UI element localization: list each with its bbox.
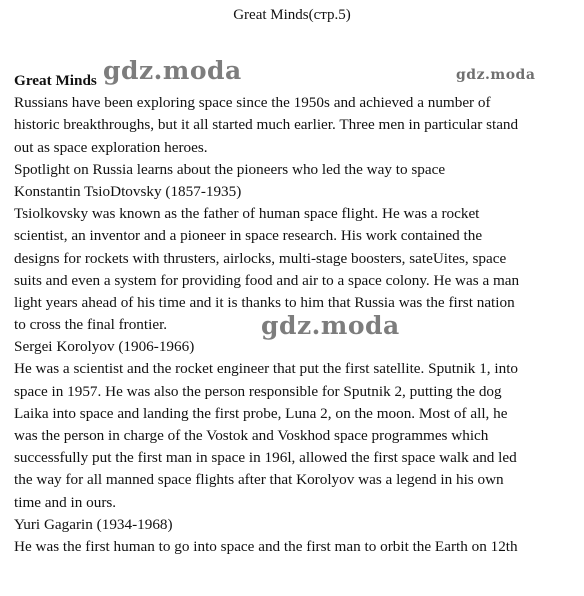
text-line: Tsiolkovsky was known as the father of human space flight. He was a rocket <box>14 205 480 223</box>
article-heading: Great Minds <box>14 72 97 89</box>
subheading-spotlight: Spotlight on Russia learns about the pioneers who led the way to space <box>14 160 446 178</box>
text-line: space in 1957. He was also the person responsible for Sputnik 2, putting the dog <box>14 382 502 400</box>
text-line: the way for all manned space flights after that Korolyov was a legend in his own <box>14 471 504 489</box>
text-line: He was the first human to go into space and the first man to orbit the Earth on 12th <box>14 537 518 555</box>
watermark-logo-center: gdz.moda <box>261 311 400 340</box>
section-title-korolyov: Sergei Korolyov (1906-1966) <box>14 338 195 356</box>
text-line: was the person in charge of the Vostok and Voskhod space programmes which <box>14 427 489 444</box>
section-title-gagarin: Yuri Gagarin (1934-1968) <box>14 515 173 533</box>
text-line: light years ahead of his time and it is thanks to him that Russia was the first nation <box>14 293 515 311</box>
text-line: designs for rockets with thrusters, airlocks, multi-stage boosters, sateUites, space <box>14 249 507 267</box>
text-line: He was a scientist and the rocket engineer that put the first satellite. Sputnik 1, into <box>14 360 519 378</box>
text-line: suits and even a system for providing food and air to a space colony. He was a man <box>14 271 520 289</box>
watermark-logo-small: gdz.moda <box>456 67 536 83</box>
section-title-tsiolkovsky: Konstantin TsioDtovsky (1857-1935) <box>14 182 242 200</box>
text-line: out as space exploration heroes. <box>14 138 208 156</box>
article-body <box>14 70 576 558</box>
text-line: to cross the final frontier. <box>14 316 168 334</box>
watermark-logo: gdz.moda <box>103 56 242 85</box>
page-title: Great Minds(стр.5) <box>233 7 351 23</box>
text-line: scientist, an inventor and a pioneer in space research. His work contained the <box>14 227 483 245</box>
text-line: Russians have been exploring space since the 1950s and achieved a number of <box>14 94 491 112</box>
text-line: time and in ours. <box>14 493 117 511</box>
text-line: Laika into space and landing the first probe, Luna 2, on the moon. Most of all, he <box>14 404 508 422</box>
text-line: successfully put the first man in space in 196l, allowed the first space walk and led <box>14 449 517 467</box>
text-line: historic breakthroughs, but it all started much earlier. Three men in particular stand <box>14 116 519 134</box>
